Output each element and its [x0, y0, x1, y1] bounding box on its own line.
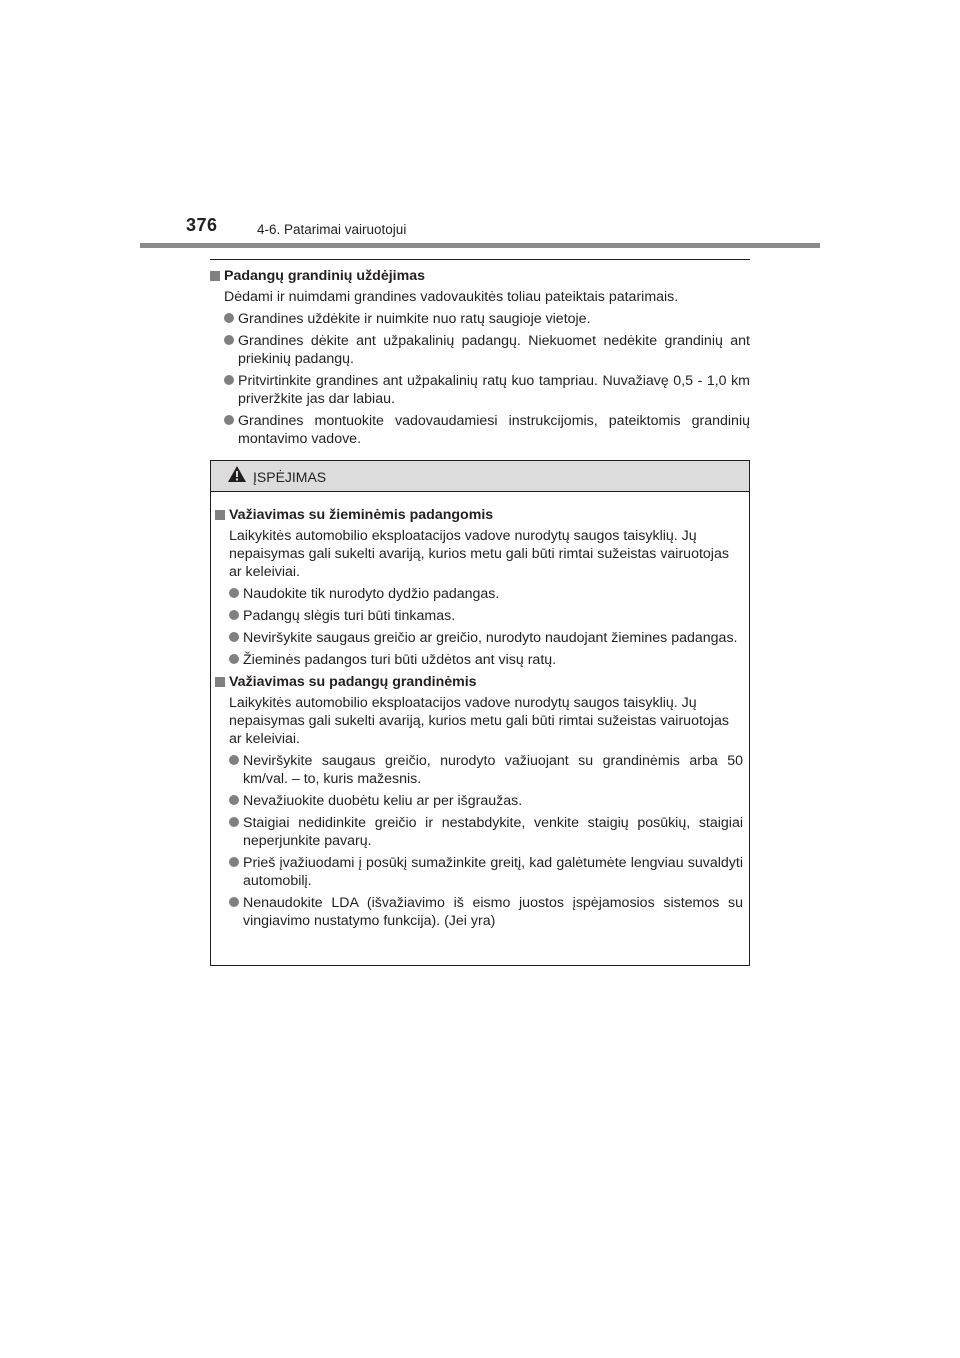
bullet-dot-icon — [229, 654, 239, 664]
list-item: Prieš įvažiuodami į posūkį sumažinkite greitį, kad galėtumėte lengviau suvaldyti automobilį. — [215, 854, 743, 890]
chains-section — [210, 267, 750, 448]
list-item: Žieminės padangos turi būti uždėtos ant visų ratų. — [215, 651, 743, 669]
intro-text: Dėdami ir nuimdami grandines vadovaukitės toliau pateiktais patarimais. — [224, 289, 679, 305]
list-item: Padangų slėgis turi būti tinkamas. — [215, 607, 743, 625]
list-item: Neviršykite saugaus greičio, nurodyto važiuojant su grandinėmis arba 50 km/val. – to, kuris mažesnis. — [215, 752, 743, 788]
section-title: 4-6. Patarimai vairuotojui — [257, 222, 407, 237]
intro-text: Laikykitės automobilio eksploatacijos vadove nurodytų saugos taisyklių. Jų nepaisymas gali sukelti avariją, kurios metu gali būti rimtai sužeistas vairuotojas ar keleiviai. — [229, 695, 729, 747]
warning-box — [210, 460, 750, 966]
bullet-dot-icon — [229, 897, 239, 907]
square-bullet-icon — [215, 510, 225, 520]
bullet-dot-icon — [224, 375, 234, 385]
list-item: Pritvirtinkite grandines ant užpakalinių ratų kuo tampriau. Nuvažiavę 0,5 - 1,0 km priveržkite jas dar labiau. — [210, 372, 750, 408]
warning-triangle-icon — [227, 465, 247, 488]
bullet-dot-icon — [229, 817, 239, 827]
bullet-dot-icon — [224, 335, 234, 345]
list-item: Nenaudokite LDA (išvažiavimo iš eismo juostos įspėjamosios sistemos su vingiavimo nustatymo funkcija). (Jei yra) — [215, 894, 743, 930]
bullet-dot-icon — [229, 795, 239, 805]
warning-body — [211, 492, 749, 930]
square-bullet-icon — [215, 677, 225, 687]
page-number: 376 — [186, 215, 218, 235]
bullet-dot-icon — [229, 857, 239, 867]
square-bullet-icon — [210, 271, 220, 281]
bullet-dot-icon — [224, 415, 234, 425]
list-item: Naudokite tik nurodyto dydžio padangas. — [215, 585, 743, 603]
warning-title: ĮSPĖJIMAS — [253, 469, 327, 485]
section-heading — [210, 267, 750, 285]
heading-text: Padangų grandinių uždėjimas — [224, 268, 426, 284]
bullet-dot-icon — [229, 588, 239, 598]
bullet-dot-icon — [224, 313, 234, 323]
bullet-dot-icon — [229, 610, 239, 620]
section-heading — [215, 673, 743, 691]
intro-text: Laikykitės automobilio eksploatacijos vadove nurodytų saugos taisyklių. Jų nepaisymas gali sukelti avariją, kurios metu gali būti rimtai sužeistas vairuotojas ar keleiviai. — [229, 528, 729, 580]
list-item: Staigiai nedidinkite greičio ir nestabdykite, venkite staigių posūkių, staigiai neperjunkite pavarų. — [215, 814, 743, 850]
warning-header — [211, 461, 749, 492]
list-item: Neviršykite saugaus greičio ar greičio, nurodyto naudojant žiemines padangas. — [215, 629, 743, 647]
section-heading — [215, 506, 743, 524]
heading-text: Važiavimas su padangų grandinėmis — [229, 674, 477, 690]
list-item: Grandines montuokite vadovaudamiesi instrukcijomis, pateiktomis grandinių montavimo vadove. — [210, 412, 750, 448]
section-divider — [210, 259, 750, 260]
header-rule — [140, 243, 820, 248]
heading-text: Važiavimas su žieminėmis padangomis — [229, 507, 494, 523]
list-item: Nevažiuokite duobėtu keliu ar per išgraužas. — [215, 792, 743, 810]
list-item: Grandines uždėkite ir nuimkite nuo ratų saugioje vietoje. — [210, 310, 750, 328]
bullet-dot-icon — [229, 632, 239, 642]
bullet-dot-icon — [229, 755, 239, 765]
list-item: Grandines dėkite ant užpakalinių padangų. Niekuomet nedėkite grandinių ant priekinių padangų. — [210, 332, 750, 368]
